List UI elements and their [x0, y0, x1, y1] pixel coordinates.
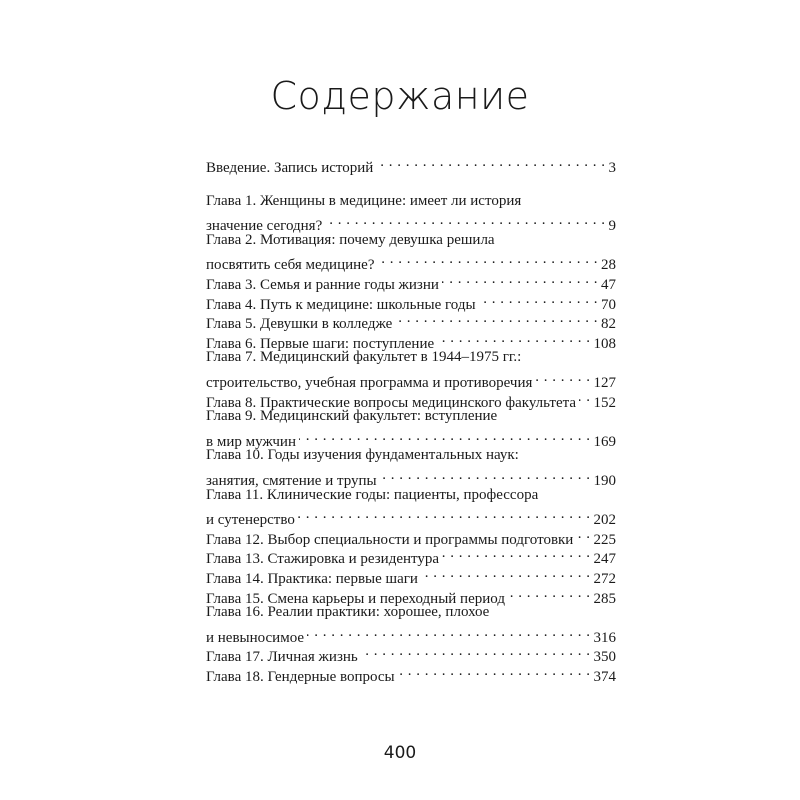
- toc-entry-text: Глава 17. Личная жизнь: [206, 649, 358, 666]
- dot-leader: [378, 249, 599, 269]
- toc-page-number: 47: [601, 277, 616, 293]
- toc-page-number: 108: [593, 335, 616, 352]
- toc-page-number: 202: [593, 512, 616, 529]
- toc-page-number: 9: [608, 218, 616, 235]
- toc-entry-text: Глава 7. Медицинский факультет в 1944–1975 гг.:: [206, 349, 522, 366]
- toc-page-number: 82: [601, 316, 616, 333]
- toc-entry-text: значение сегодня?: [206, 218, 323, 235]
- toc-entry-text: Глава 12. Выбор специальности и программы подготовки: [206, 531, 574, 548]
- toc-page-number: 247: [593, 551, 616, 568]
- dot-leader: [576, 524, 590, 544]
- dot-leader: [398, 661, 591, 681]
- toc-entry-text: в мир мужчин: [206, 433, 296, 450]
- toc-entry: [206, 504, 616, 529]
- toc-entry-line: [206, 230, 616, 250]
- toc-entry: [206, 328, 616, 352]
- dot-leader: [479, 289, 598, 309]
- dot-leader: [307, 622, 590, 642]
- toc-page-number: 225: [593, 531, 616, 548]
- toc-page-number: 285: [593, 590, 616, 607]
- toc-entry-line: [206, 485, 616, 505]
- toc-entry: [206, 524, 616, 548]
- toc-entry-text: занятия, смятение и трупы: [206, 473, 377, 489]
- toc-entry-text: Глава 11. Клинические годы: пациенты, профессора: [206, 486, 539, 503]
- toc-entry: [206, 563, 616, 587]
- dot-leader: [579, 387, 590, 407]
- dot-leader: [508, 583, 591, 603]
- toc-entry-text: Глава 6. Первые шаги: поступление: [206, 335, 435, 352]
- toc-page-number: 28: [601, 257, 616, 274]
- toc-page-number: 316: [593, 629, 616, 646]
- page-title: Содержание: [270, 74, 530, 118]
- toc-entry-text: Глава 1. Женщины в медицине: имеет ли история: [206, 192, 522, 209]
- toc-entry-line: [206, 191, 616, 211]
- toc-entry-line: [206, 347, 616, 367]
- toc-entry-line: [206, 602, 616, 622]
- toc-page-number: 127: [593, 375, 616, 391]
- toc-entry-text: Глава 14. Практика: первые шаги: [206, 571, 418, 587]
- dot-leader: [442, 269, 598, 289]
- toc-page-number: 374: [593, 669, 616, 685]
- toc-entry-text: Глава 2. Мотивация: почему девушка решила: [206, 231, 495, 248]
- toc-entry: [206, 583, 616, 607]
- toc-entry: [206, 152, 616, 176]
- toc-entry-line: [206, 445, 616, 465]
- toc-entry: [206, 249, 616, 274]
- toc-entry: [206, 641, 616, 666]
- toc-entry-text: и сутенерство: [206, 512, 295, 529]
- toc-entry-text: Введение. Запись историй: [206, 160, 374, 176]
- toc-entry: [206, 210, 616, 235]
- dot-leader: [421, 563, 591, 583]
- toc-entry: [206, 622, 616, 646]
- toc-entry: [206, 543, 616, 568]
- page-number: 400: [383, 743, 417, 763]
- toc-entry-text: Глава 4. Путь к медицине: школьные годы: [206, 296, 476, 313]
- toc-entry-text: Глава 13. Стажировка и резидентура: [206, 551, 440, 568]
- dot-leader: [442, 543, 590, 563]
- dot-leader: [437, 328, 590, 348]
- toc-page-number: 70: [601, 296, 616, 313]
- toc-entry-text: Глава 16. Реалии практики: хорошее, плохое: [206, 604, 490, 621]
- dot-leader: [376, 152, 605, 172]
- toc-entry-text: Глава 18. Гендерные вопросы: [206, 669, 395, 685]
- toc-entry-text: Глава 5. Девушки в колледже: [206, 316, 393, 333]
- toc-entry-text: Глава 15. Смена карьеры и переходный период: [206, 590, 505, 607]
- dot-leader: [299, 426, 591, 446]
- toc-entry: [206, 308, 616, 333]
- dot-leader: [380, 465, 591, 485]
- toc-page-number: 3: [608, 160, 616, 176]
- toc-entry-text: Глава 3. Семья и ранние годы жизни: [206, 277, 439, 293]
- toc-entry: [206, 387, 616, 411]
- toc-entry-text: Глава 10. Годы изучения фундаментальных наук:: [206, 447, 519, 464]
- dot-leader: [361, 641, 591, 661]
- toc-page-number: 272: [593, 571, 616, 587]
- toc-entry: [206, 426, 616, 450]
- dot-leader: [298, 504, 591, 524]
- toc-entry-text: Глава 8. Практические вопросы медицинского факультета: [206, 394, 577, 411]
- toc-entry: [206, 269, 616, 293]
- dot-leader: [535, 367, 590, 387]
- toc-entry: [206, 289, 616, 313]
- toc-entry: [206, 661, 616, 685]
- dot-leader: [325, 210, 605, 230]
- toc-entry-text: Глава 9. Медицинский факультет: вступление: [206, 408, 498, 425]
- toc-page-number: 350: [593, 649, 616, 666]
- toc-page-number: 152: [593, 394, 616, 411]
- toc-entry-line: [206, 406, 616, 426]
- dot-leader: [395, 308, 598, 328]
- toc-entry-text: и невыносимое: [206, 629, 305, 646]
- toc-entry-text: строительство, учебная программа и противоречия: [206, 375, 533, 391]
- toc-entry: [206, 465, 616, 489]
- toc-page-number: 169: [593, 433, 616, 450]
- toc-page-number: 190: [593, 473, 616, 489]
- toc-entry: [206, 367, 616, 391]
- toc-entry-text: посвятить себя медицине?: [206, 257, 375, 274]
